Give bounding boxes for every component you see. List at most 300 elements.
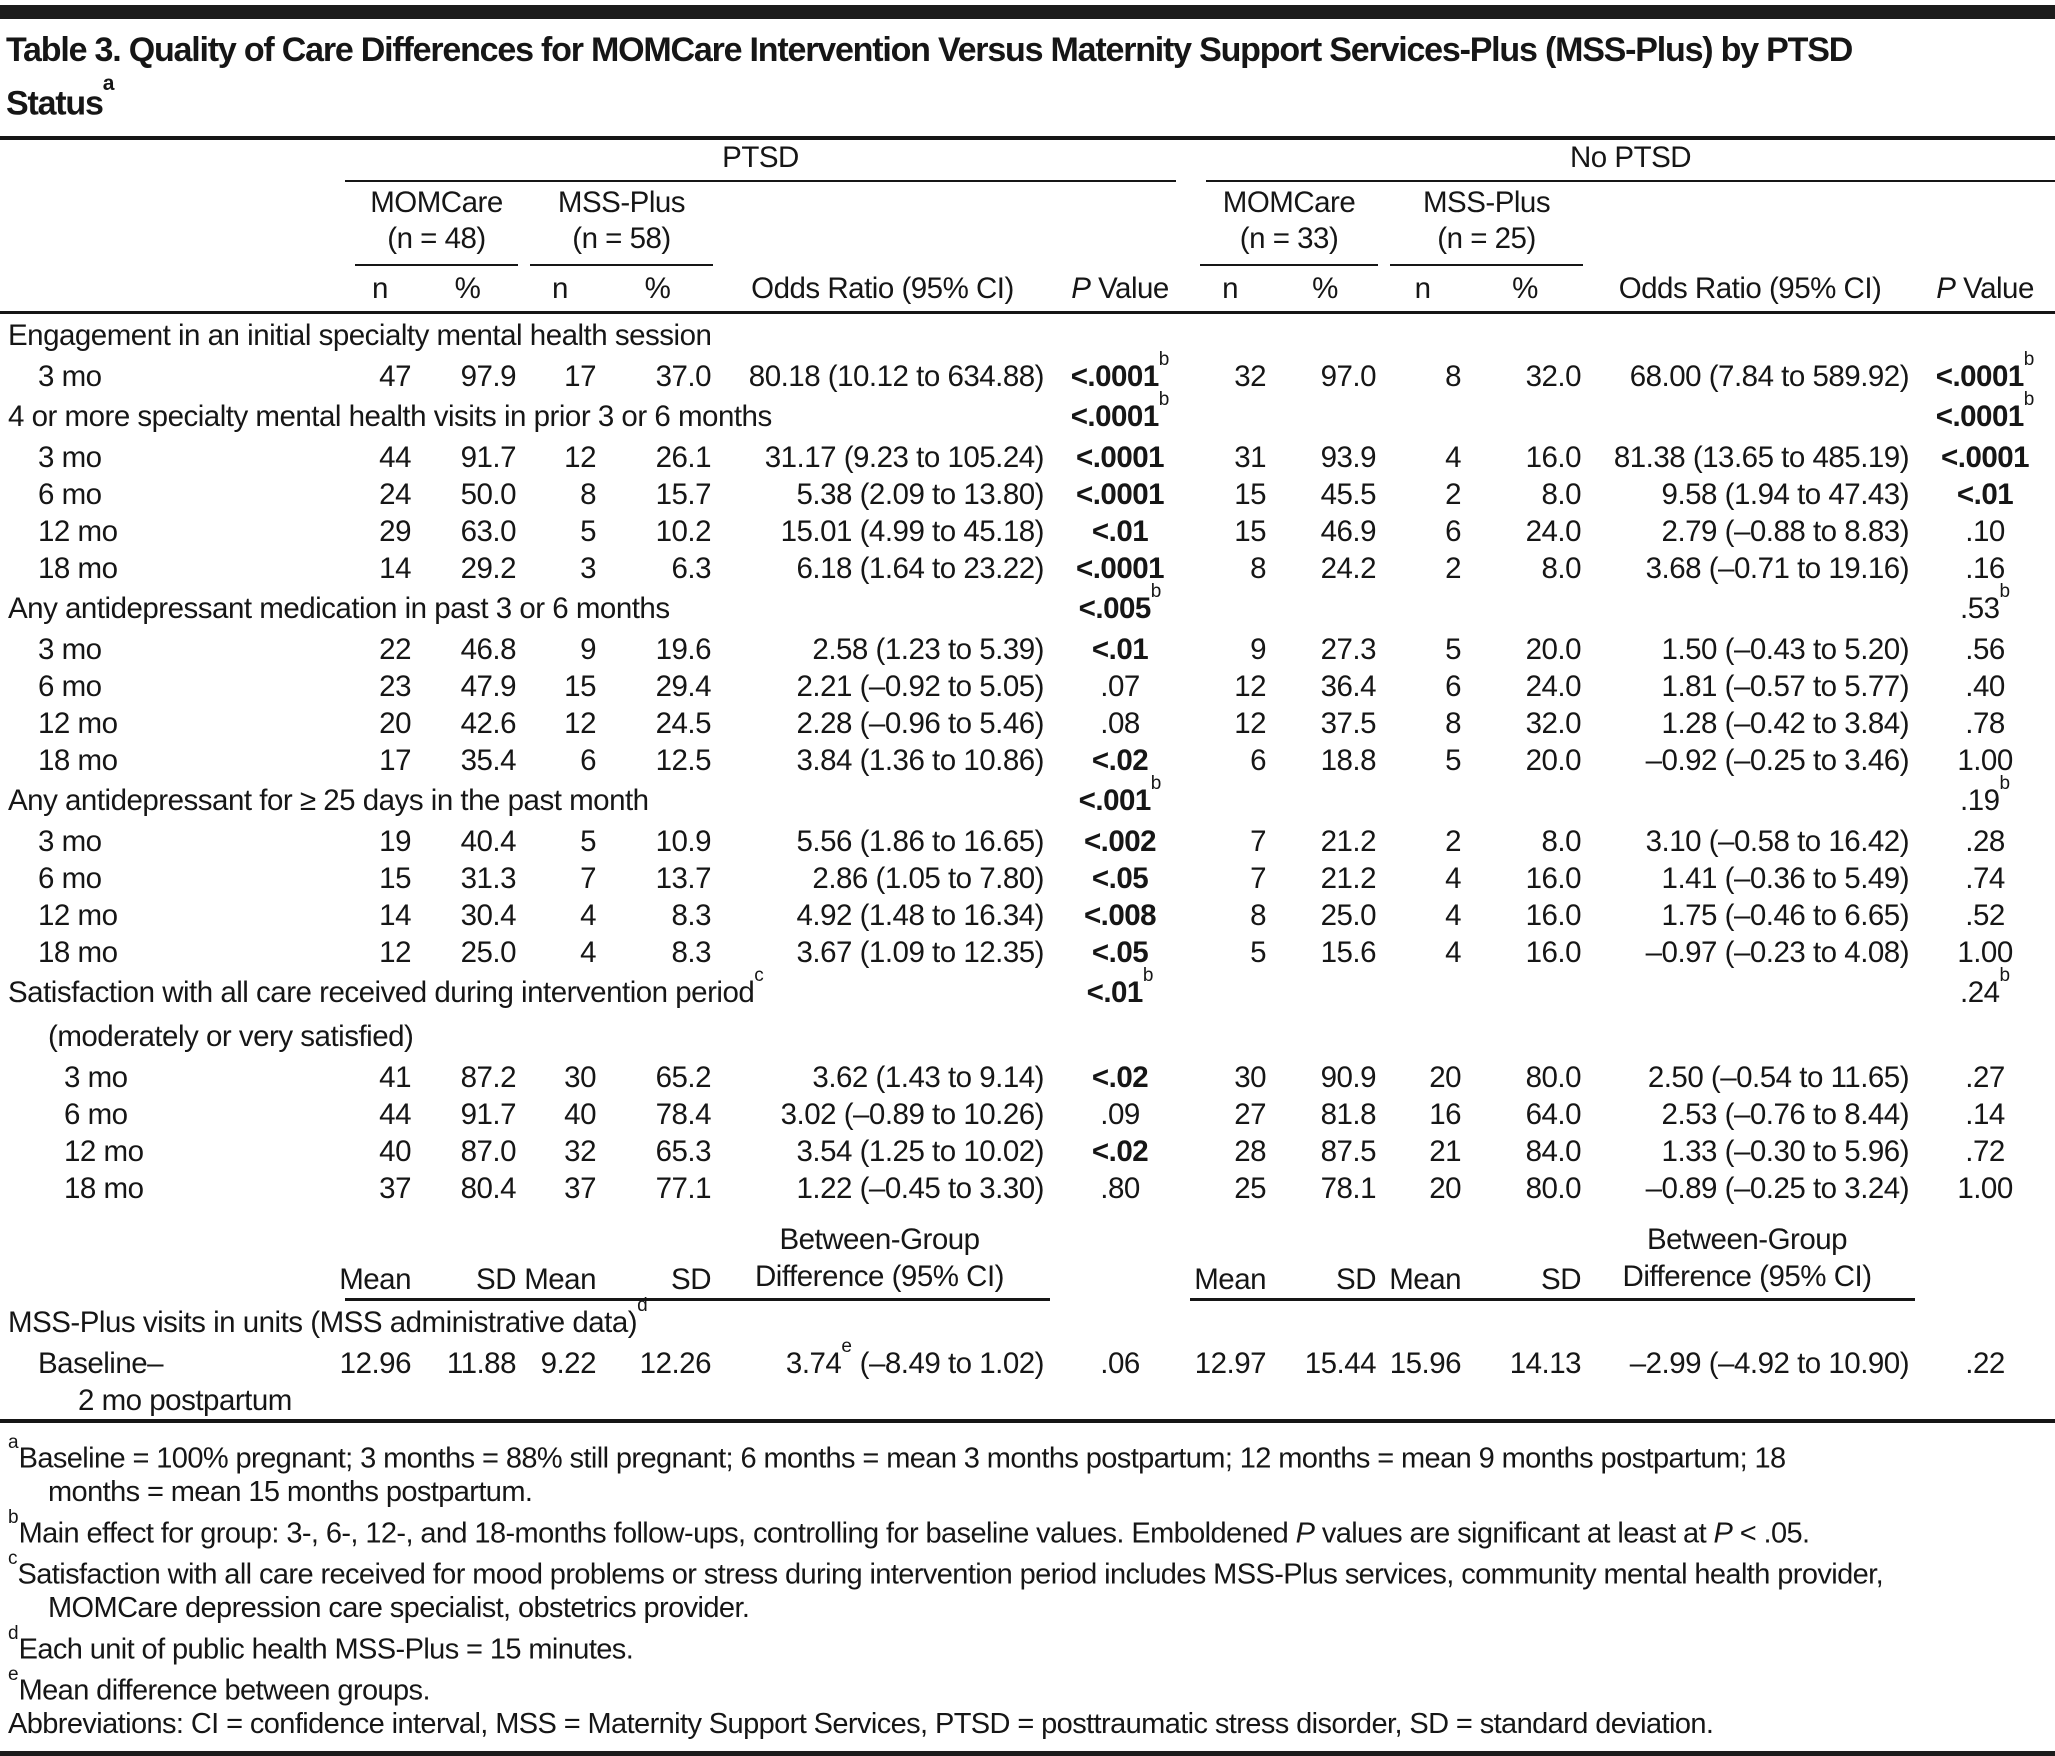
stat-col-header: SD (415, 1207, 520, 1300)
data-cell: 9.22 (540, 1347, 596, 1381)
data-cell: 6.18 (1.64 to 23.22) (796, 552, 1044, 586)
p-value-cell: <.0001 (1941, 441, 2030, 475)
data-cell: 97.9 (460, 360, 516, 394)
data-cell: 20.0 (1525, 633, 1582, 667)
data-cell: 37.5 (1320, 707, 1377, 741)
data-cell: 5.56 (1.86 to 16.65) (796, 825, 1044, 859)
data-cell: 32 (1234, 360, 1267, 394)
data-cell: 2.50 (–0.54 to 11.65) (1647, 1061, 1910, 1095)
data-cell: 6 (1250, 744, 1267, 778)
p-value-cell (1915, 313, 2055, 359)
data-cell: 3.74e (–8.49 to 1.02) (785, 1335, 1044, 1381)
table-row (0, 513, 2055, 550)
data-cell: 19 (379, 825, 411, 859)
p-value-cell (1050, 1300, 1190, 1346)
data-cell: 87.0 (460, 1135, 516, 1169)
data-cell: 1.22 (–0.45 to 3.30) (796, 1172, 1044, 1206)
bottom-rule (0, 1751, 2055, 1756)
section-row (0, 1300, 2055, 1346)
arm-n: (n = 33) (1239, 222, 1339, 256)
data-cell: 47.9 (460, 670, 516, 704)
data-cell: 2.28 (–0.96 to 5.46) (796, 707, 1044, 741)
section-row (0, 779, 2055, 823)
data-cell: 15.01 (4.99 to 45.18) (780, 515, 1044, 549)
data-cell: 32.0 (1525, 707, 1582, 741)
document-page (0, 5, 2055, 1741)
table-title-line1: Table 3. Quality of Care Differences for MOMCare Intervention Versus Maternity Support Services-Plus (MSS-Plus) by PTSD (6, 31, 1853, 69)
data-cell: 30 (1234, 1061, 1267, 1095)
table-row (0, 934, 2055, 971)
table-row (0, 1096, 2055, 1133)
p-value-cell: .27 (1965, 1061, 2005, 1095)
col-header-p-value: P Value (1050, 266, 1190, 313)
data-cell: 14 (379, 899, 411, 933)
p-value-cell: .08 (1100, 707, 1140, 741)
data-cell: 17 (379, 744, 411, 778)
data-cell: 7 (580, 862, 596, 896)
p-value-cell: .16 (1965, 552, 2005, 586)
header-spacer (0, 140, 345, 182)
data-cell: 81.38 (13.65 to 485.19) (1613, 441, 1910, 475)
data-cell: 1.50 (–0.43 to 5.20) (1661, 633, 1910, 667)
data-cell: 25.0 (1320, 899, 1377, 933)
p-value-cell: <.0001$^b$ (1935, 348, 2035, 394)
data-cell: 35.4 (460, 744, 516, 778)
data-cell: 15.96 (1389, 1347, 1462, 1381)
section-row (0, 395, 2055, 439)
data-cell: 8 (1445, 360, 1462, 394)
data-cell: 31.17 (9.23 to 105.24) (764, 441, 1044, 475)
row-label: 18 mo (38, 552, 118, 586)
section-label: Any antidepressant medication in past 3 or 6 months (8, 592, 670, 626)
p-value-cell: <.0001 (1075, 478, 1165, 512)
data-cell: 3.54 (1.25 to 10.02) (796, 1135, 1044, 1169)
data-cell: 20.0 (1525, 744, 1582, 778)
data-cell: 1.28 (–0.42 to 3.84) (1661, 707, 1910, 741)
data-cell: 12.97 (1194, 1347, 1267, 1381)
data-cell: 16 (1429, 1098, 1462, 1132)
data-cell: 64.0 (1525, 1098, 1582, 1132)
data-cell: 1.41 (–0.36 to 5.49) (1661, 862, 1910, 896)
data-cell: 27.3 (1320, 633, 1377, 667)
data-cell: 7 (1250, 862, 1267, 896)
data-cell: 4 (580, 936, 596, 970)
data-cell: 40 (564, 1098, 596, 1132)
data-cell: 30.4 (460, 899, 516, 933)
row-label: 6 mo (64, 1098, 128, 1132)
stat-col-header: SD (600, 1207, 715, 1300)
data-cell: 4 (1445, 936, 1462, 970)
data-cell: 20 (1429, 1172, 1462, 1206)
data-cell: 8 (580, 478, 596, 512)
table-body (0, 313, 2055, 1422)
table-row (0, 742, 2055, 779)
col-header-n: n (345, 266, 415, 313)
header-spacer (0, 182, 345, 266)
data-cell: 10.2 (655, 515, 711, 549)
data-cell: 3.62 (1.43 to 9.14) (812, 1061, 1044, 1095)
p-value-cell: .24$^b$ (1960, 964, 2011, 1010)
data-cell: 19.6 (655, 633, 711, 667)
p-value-cell: <.05 (1091, 862, 1149, 896)
data-cell: 8.3 (671, 936, 711, 970)
data-cell: 5.38 (2.09 to 13.80) (796, 478, 1044, 512)
data-cell: 3.84 (1.36 to 10.86) (796, 744, 1044, 778)
data-cell: 45.5 (1320, 478, 1377, 512)
col-header-pct: % (415, 266, 520, 313)
table-row (0, 860, 2055, 897)
group-header-no-ptsd-cell (1190, 140, 2055, 182)
section-row (0, 971, 2055, 1059)
p-value-cell: <.0001$^b$ (1935, 388, 2035, 434)
p-value-cell: <.02 (1091, 1135, 1149, 1169)
data-cell: 16.0 (1525, 899, 1582, 933)
data-cell: 91.7 (460, 1098, 516, 1132)
data-cell: 36.4 (1320, 670, 1377, 704)
spacer-cell (1190, 587, 1915, 631)
col-header-pct: % (1465, 266, 1585, 313)
data-cell: 2 (1445, 552, 1462, 586)
data-cell: 8 (1250, 552, 1267, 586)
p-value-cell: .78 (1965, 707, 2005, 741)
stat-col-header: Mean (1190, 1207, 1270, 1300)
data-cell: 4 (1445, 441, 1462, 475)
data-cell: 3.10 (–0.58 to 16.42) (1645, 825, 1910, 859)
data-cell: 44 (379, 441, 411, 475)
data-cell: 24.0 (1525, 670, 1582, 704)
data-cell: 63.0 (460, 515, 516, 549)
data-cell: 15 (564, 670, 596, 704)
data-cell: 6.3 (671, 552, 711, 586)
arm-label: MOMCare (370, 186, 503, 220)
row-label: 12 mo (64, 1135, 144, 1169)
p-value-cell: .28 (1965, 825, 2005, 859)
row-label: 6 mo (38, 862, 102, 896)
data-cell: 18.8 (1320, 744, 1377, 778)
data-cell: 1.33 (–0.30 to 5.96) (1661, 1135, 1910, 1169)
data-cell: 41 (379, 1061, 411, 1095)
stat-col-header: SD (1270, 1207, 1380, 1300)
abbreviations-line: Abbreviations: CI = confidence interval, MSS = Maternity Support Services, PTSD = posttraumatic stress disorder, SD = standard deviation. (8, 1708, 1714, 1741)
p-value-cell: <.0001$^b$ (1070, 388, 1170, 434)
data-cell: 16.0 (1525, 441, 1582, 475)
data-cell: 6 (1445, 670, 1462, 704)
stat-col-header: Mean (345, 1207, 415, 1300)
data-cell: 20 (379, 707, 411, 741)
p-value-cell: .07 (1100, 670, 1140, 704)
p-value-cell: .19$^b$ (1960, 772, 2011, 818)
row-label: 12 mo (38, 707, 118, 741)
data-cell: 7 (1250, 825, 1267, 859)
header-spacer (1050, 1207, 1190, 1300)
p-value-cell: <.01 (1091, 633, 1149, 667)
table-row (0, 1170, 2055, 1207)
data-cell: 46.8 (460, 633, 516, 667)
data-cell: 44 (379, 1098, 411, 1132)
table-row (0, 550, 2055, 587)
data-cell: 37 (564, 1172, 596, 1206)
row-label: 3 mo (38, 360, 102, 394)
data-cell: 8 (1250, 899, 1267, 933)
group-header-row (0, 140, 2055, 182)
p-value-cell (1915, 1300, 2055, 1346)
col-header-odds-ratio: Odds Ratio (95% CI) (1585, 266, 1915, 313)
data-cell: 15 (1234, 478, 1267, 512)
data-cell: 21.2 (1320, 862, 1377, 896)
data-cell: 2.58 (1.23 to 5.39) (812, 633, 1044, 667)
data-cell: 12 (564, 707, 596, 741)
data-cell: 78.1 (1320, 1172, 1377, 1206)
arm-label: MSS-Plus (1422, 186, 1551, 220)
p-value-cell: .09 (1100, 1098, 1140, 1132)
data-cell: 97.0 (1320, 360, 1377, 394)
section-label: MSS-Plus visits in units (MSS administrative data)$^d$ (8, 1294, 648, 1340)
row-label: 12 mo (38, 899, 118, 933)
row-label: 3 mo (38, 633, 102, 667)
data-cell: 5 (1445, 744, 1462, 778)
data-cell: 21 (1429, 1135, 1462, 1169)
data-cell: 8.3 (671, 899, 711, 933)
table-row (0, 1059, 2055, 1096)
arm-header-mssplus-ptsd (530, 185, 713, 266)
table-row (0, 705, 2055, 742)
stat-header-row (0, 1207, 2055, 1300)
data-cell: 31.3 (460, 862, 516, 896)
data-cell: 46.9 (1320, 515, 1377, 549)
footnotes (0, 1423, 2055, 1741)
data-cell: 26.1 (655, 441, 711, 475)
data-cell: 84.0 (1525, 1135, 1582, 1169)
data-cell: 40.4 (460, 825, 516, 859)
section-label: Engagement in an initial specialty mental health session (8, 319, 712, 353)
arm-n: (n = 58) (572, 222, 671, 256)
group-header-no-ptsd: No PTSD (1206, 141, 2055, 182)
data-cell: 8 (1445, 707, 1462, 741)
p-value-cell: <.01 (1956, 478, 2014, 512)
data-cell: 3.02 (–0.89 to 10.26) (780, 1098, 1044, 1132)
data-cell: 13.7 (655, 862, 711, 896)
data-cell: 42.6 (460, 707, 516, 741)
data-cell: 2.86 (1.05 to 7.80) (812, 862, 1044, 896)
data-cell: 14.13 (1509, 1347, 1582, 1381)
p-value-cell: <.02 (1091, 744, 1149, 778)
data-cell: 12 (1234, 670, 1267, 704)
p-value-cell: 1.00 (1957, 936, 2013, 970)
p-value-cell: .80 (1100, 1172, 1140, 1206)
table-row (0, 668, 2055, 705)
table-row (0, 476, 2055, 513)
data-cell: 2.79 (–0.88 to 8.83) (1661, 515, 1910, 549)
data-cell: 87.2 (460, 1061, 516, 1095)
data-cell: 2.53 (–0.76 to 8.44) (1661, 1098, 1910, 1132)
data-cell: 80.0 (1525, 1061, 1582, 1095)
data-cell: 12 (379, 936, 411, 970)
table-row (0, 897, 2055, 934)
data-cell: 24 (379, 478, 411, 512)
row-label: 12 mo (38, 515, 118, 549)
p-value-cell: <.008 (1083, 899, 1157, 933)
data-cell: 8.0 (1541, 552, 1582, 586)
row-label: 6 mo (38, 478, 102, 512)
data-cell: 5 (1445, 633, 1462, 667)
data-cell: 17 (564, 360, 596, 394)
footnote-e: $^e$Mean difference between groups. (8, 1663, 430, 1707)
p-value-cell (1050, 313, 1190, 359)
data-cell: 30 (564, 1061, 596, 1095)
data-cell: 12.5 (655, 744, 711, 778)
header-spacer (0, 1207, 345, 1300)
header-spacer (1915, 1207, 2055, 1300)
data-cell: 21.2 (1320, 825, 1377, 859)
data-cell: 93.9 (1320, 441, 1377, 475)
quality-of-care-table (0, 140, 2055, 1423)
data-cell: 8.0 (1541, 825, 1582, 859)
table-row (0, 439, 2055, 476)
col-header-p-value: P Value (1915, 266, 2055, 313)
data-cell: 10.9 (655, 825, 711, 859)
p-value-cell: .14 (1965, 1098, 2005, 1132)
spacer-cell (1190, 779, 1915, 823)
data-cell: 80.0 (1525, 1172, 1582, 1206)
data-cell: 9 (580, 633, 596, 667)
row-label: Baseline– 2 mo postpartum (38, 1347, 292, 1418)
data-cell: 91.7 (460, 441, 516, 475)
arm-header-momcare-ptsd (355, 185, 518, 266)
data-cell: 6 (580, 744, 596, 778)
data-cell: 65.3 (655, 1135, 711, 1169)
row-label: 3 mo (38, 825, 102, 859)
data-cell: 25.0 (460, 936, 516, 970)
data-cell: 4 (1445, 899, 1462, 933)
data-cell: 50.0 (460, 478, 516, 512)
data-cell: 9 (1250, 633, 1267, 667)
p-value-cell: <.0001 (1075, 441, 1165, 475)
data-cell: 3.68 (–0.71 to 19.16) (1645, 552, 1910, 586)
p-value-cell: 1.00 (1957, 1172, 2013, 1206)
data-cell: 80.18 (10.12 to 634.88) (748, 360, 1044, 394)
data-cell: –0.89 (–0.25 to 3.24) (1645, 1172, 1910, 1206)
footnote-marker-a: a (102, 72, 114, 95)
arm-label: MOMCare (1222, 186, 1356, 220)
p-value-cell: <.001$^b$ (1078, 772, 1162, 818)
row-label: 18 mo (38, 936, 118, 970)
table-row (0, 358, 2055, 395)
data-cell: 8.0 (1541, 478, 1582, 512)
p-value-cell: <.005$^b$ (1078, 580, 1162, 626)
footnote-b: $^b$Main effect for group: 3-, 6-, 12-, and 18-months follow-ups, controlling for baseline values. Emboldened P values are significant at least at P < .05. (8, 1506, 1810, 1550)
p-value-cell: .06 (1100, 1347, 1140, 1381)
data-cell: –0.92 (–0.25 to 3.46) (1645, 744, 1910, 778)
arm-header-mssplus-noptsd (1390, 185, 1583, 266)
data-cell: 47 (379, 360, 411, 394)
data-cell: 15 (379, 862, 411, 896)
data-cell: 80.4 (460, 1172, 516, 1206)
data-cell: 2 (1445, 478, 1462, 512)
stat-col-header: Mean (520, 1207, 600, 1300)
data-cell: 16.0 (1525, 862, 1582, 896)
data-cell: –0.97 (–0.23 to 4.08) (1645, 936, 1910, 970)
data-cell: 37.0 (655, 360, 711, 394)
arm-header-row (0, 182, 2055, 266)
data-cell: 20 (1429, 1061, 1462, 1095)
data-cell: 5 (580, 515, 596, 549)
between-group-diff-header: Between-Group Difference (95% CI) (1585, 1207, 1915, 1300)
stat-col-header: SD (1465, 1207, 1585, 1300)
p-value-cell: .72 (1965, 1135, 2005, 1169)
data-cell: 4 (1445, 862, 1462, 896)
arm-header-momcare-noptsd (1200, 185, 1378, 266)
section-row (0, 313, 2055, 359)
data-cell: 14 (379, 552, 411, 586)
between-group-diff-header: Between-Group Difference (95% CI) (715, 1207, 1050, 1300)
col-header-odds-ratio: Odds Ratio (95% CI) (715, 266, 1050, 313)
footnote-a: $^a$Baseline = 100% pregnant; 3 months = 88% still pregnant; 6 months = mean 3 months postpartum; 12 months = mean 9 months postpartum; 18 months = mean 15 months postpartum. (8, 1432, 1786, 1509)
footnote-c: $^c$Satisfaction with all care received for mood problems or stress during intervention period includes MSS-Plus services, community mental health provider, MOMCare depression care specialist, obstetrics provider. (8, 1548, 1884, 1625)
p-value-cell: .10 (1965, 515, 2005, 549)
spacer-cell (1190, 1300, 1915, 1346)
header-spacer (0, 266, 345, 313)
p-value-cell: .74 (1965, 862, 2005, 896)
data-cell: 31 (1234, 441, 1267, 475)
data-cell: 3 (580, 552, 596, 586)
stat-col-header: Mean (1380, 1207, 1465, 1300)
data-cell: 78.4 (655, 1098, 711, 1132)
data-cell: 12 (564, 441, 596, 475)
data-cell: 24.2 (1320, 552, 1377, 586)
row-label: 3 mo (64, 1061, 128, 1095)
table-title (0, 19, 2055, 140)
data-cell: 12 (1234, 707, 1267, 741)
col-header-n: n (1190, 266, 1270, 313)
data-cell: 15.7 (655, 478, 711, 512)
data-cell: 87.5 (1320, 1135, 1377, 1169)
data-cell: 15 (1234, 515, 1267, 549)
p-value-cell: 1.00 (1957, 744, 2013, 778)
data-cell: 4 (580, 899, 596, 933)
p-value-cell: <.0001 (1075, 552, 1165, 586)
p-value-cell: .56 (1965, 633, 2005, 667)
spacer-cell (1190, 313, 1915, 359)
data-cell: 32 (564, 1135, 596, 1169)
col-header-n: n (1380, 266, 1465, 313)
data-cell: 4.92 (1.48 to 16.34) (796, 899, 1044, 933)
column-header-row (0, 266, 2055, 313)
data-cell: 12.96 (339, 1347, 411, 1381)
spacer-cell (1190, 395, 1915, 439)
data-cell: 32.0 (1525, 360, 1582, 394)
p-value-cell: .40 (1965, 670, 2005, 704)
group-header-ptsd: PTSD (345, 141, 1176, 182)
data-cell: 3.67 (1.09 to 12.35) (796, 936, 1044, 970)
p-value-cell: .53$^b$ (1960, 580, 2011, 626)
data-cell: 15.44 (1304, 1347, 1377, 1381)
p-value-cell: <.05 (1091, 936, 1149, 970)
data-cell: 29 (379, 515, 411, 549)
data-cell: 68.00 (7.84 to 589.92) (1629, 360, 1910, 394)
data-cell: 11.88 (446, 1347, 516, 1381)
row-label: 6 mo (38, 670, 102, 704)
data-cell: 2.21 (–0.92 to 5.05) (796, 670, 1044, 704)
group-header-ptsd-cell (345, 140, 1190, 182)
p-value-cell: <.0001$^b$ (1070, 348, 1170, 394)
data-cell: 25 (1234, 1172, 1267, 1206)
table-row (0, 823, 2055, 860)
data-cell: 23 (379, 670, 411, 704)
section-row (0, 587, 2055, 631)
section-label: 4 or more specialty mental health visits in prior 3 or 6 months (8, 400, 772, 434)
data-cell: 9.58 (1.94 to 47.43) (1661, 478, 1910, 512)
data-cell: 77.1 (655, 1172, 711, 1206)
